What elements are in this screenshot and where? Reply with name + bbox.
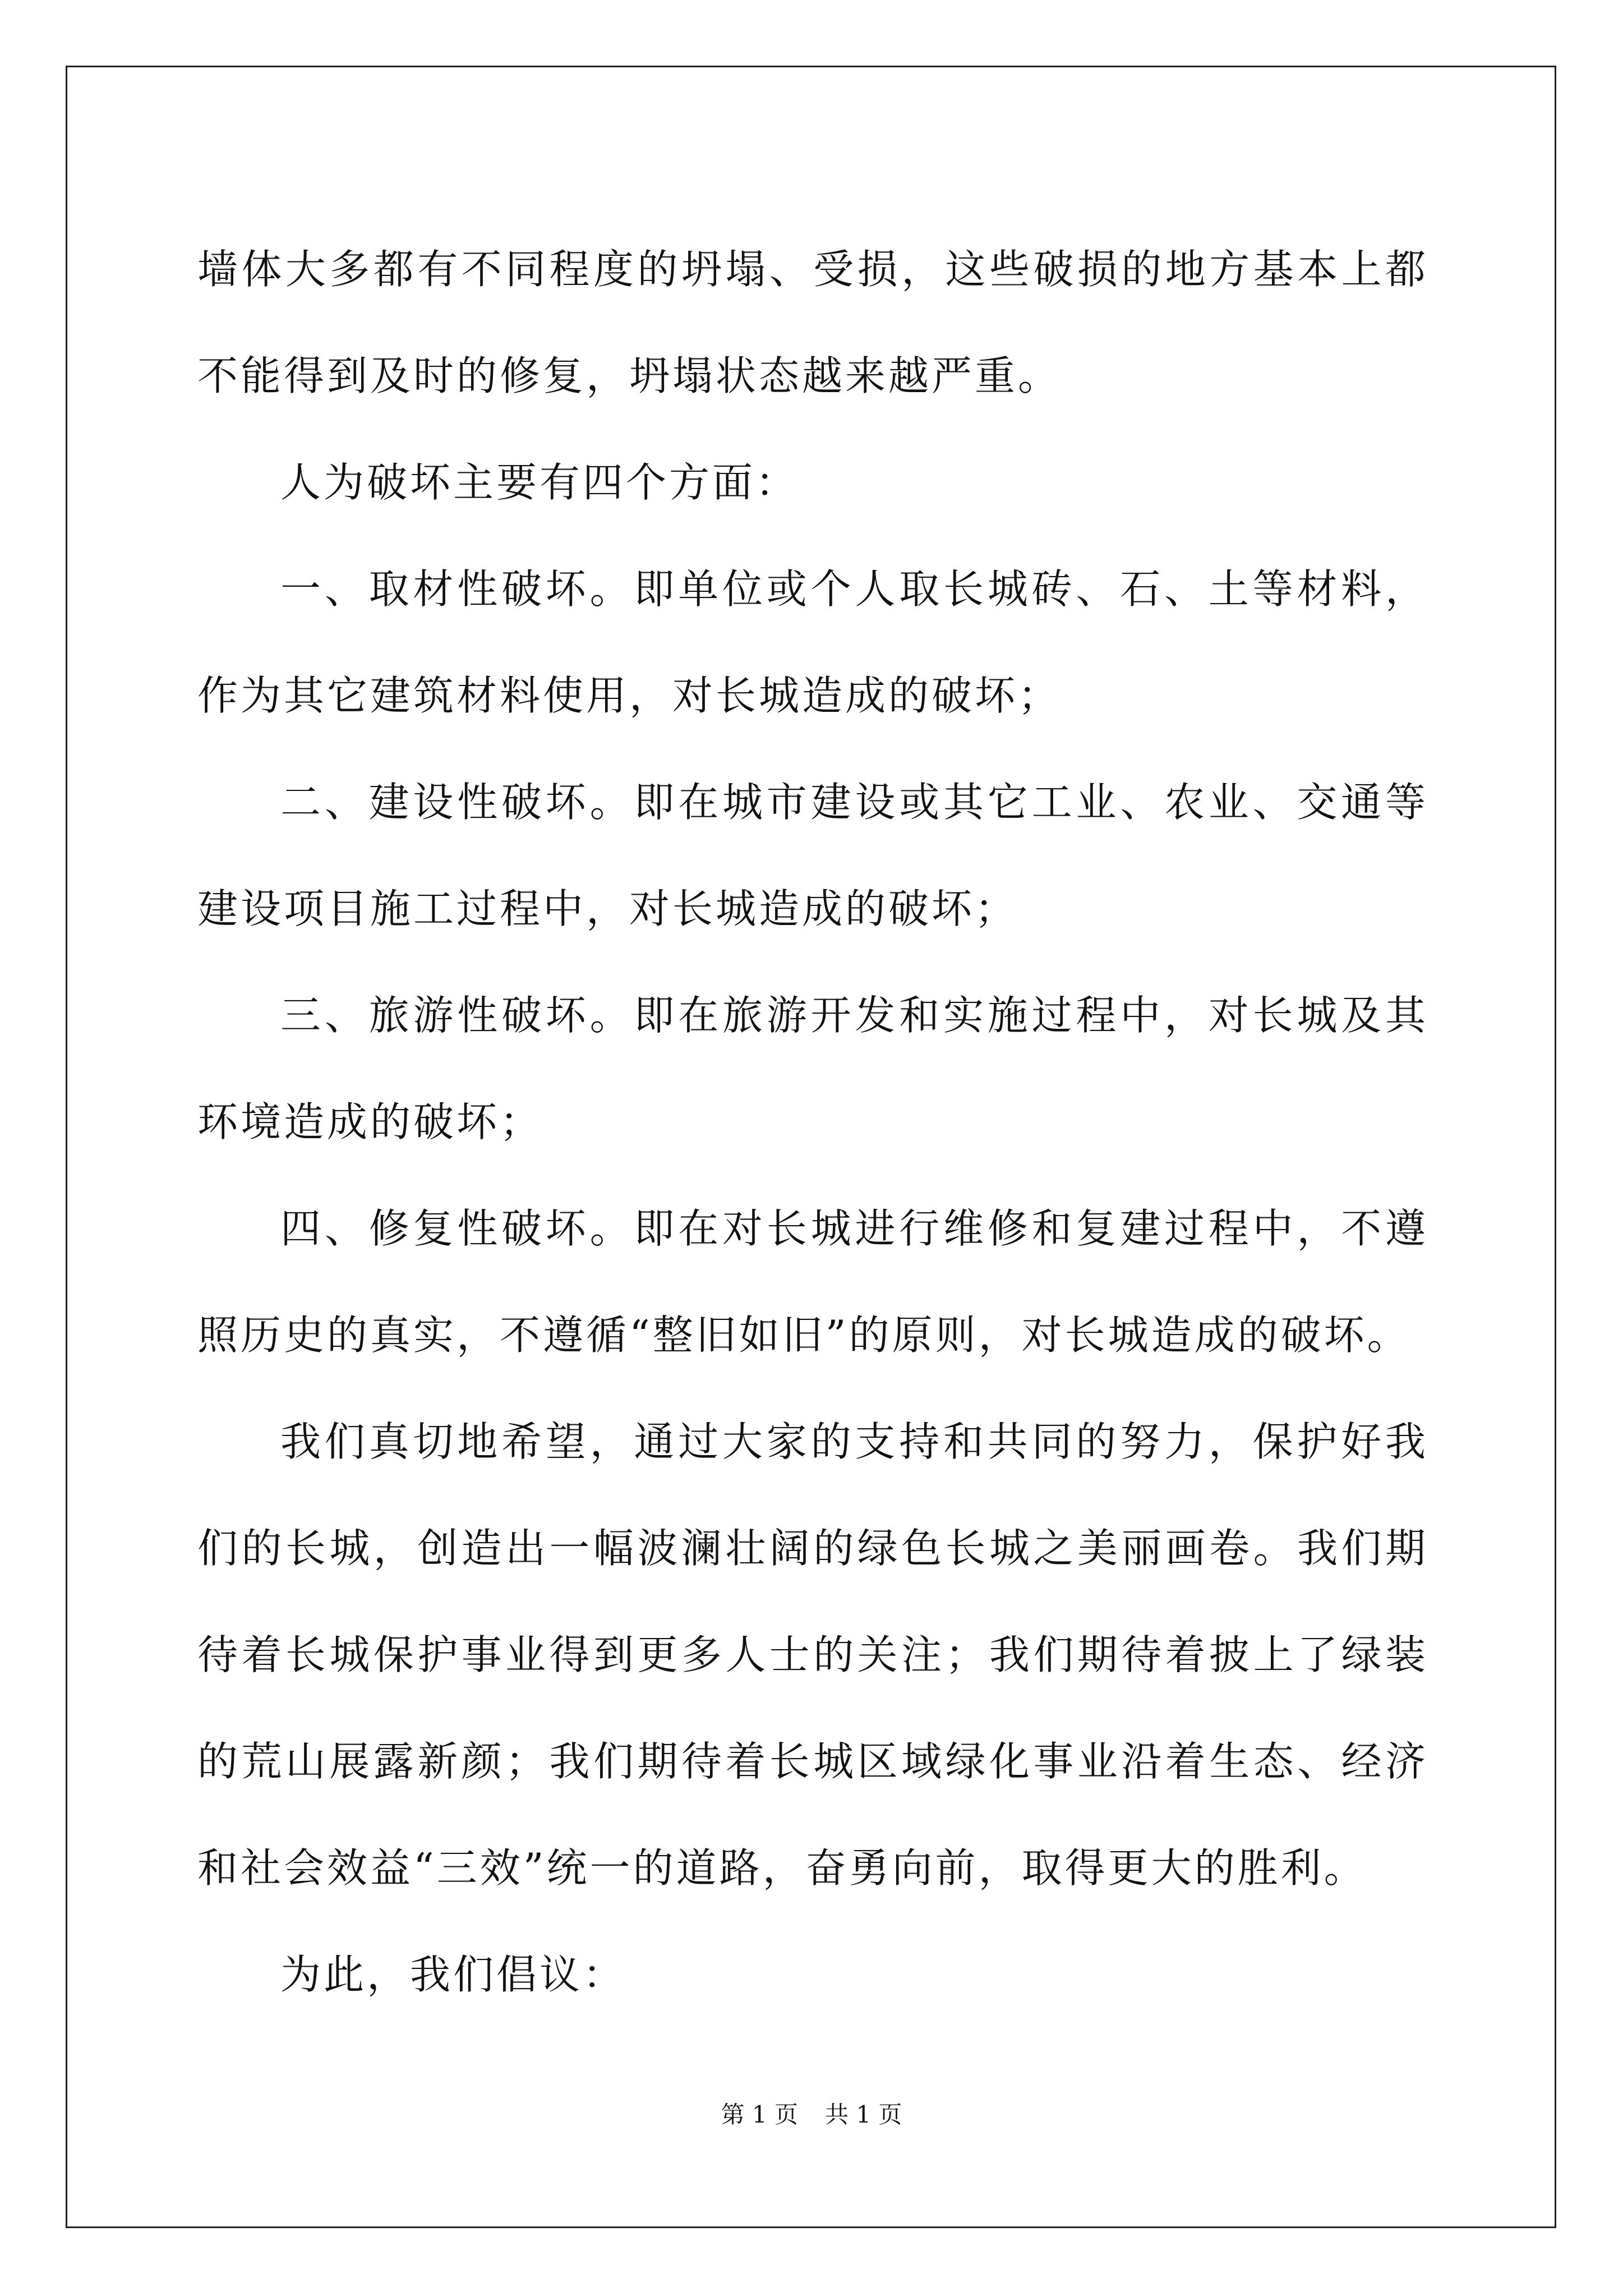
paragraph-7: 我们真切地希望，通过大家的支持和共同的努力，保护好我们的长城，创造出一幅波澜壮阔的绿色长城之美丽画卷。我们期待着长城保护事业得到更多人士的关注；我们期待着披上了绿装的荒山展露新颜；我们期待着长城区域绿化事业沿着生态、经济和社会效益“三效”统一的道路，奋勇向前，取得更大的胜利。	[197, 1418, 1428, 1892]
paragraph-3: 一、取材性破坏。即单位或个人取长城砖、石、土等材料，作为其它建筑材料使用，对长城造成的破坏；	[197, 565, 1428, 719]
paragraph-5: 三、旅游性破坏。即在旅游开发和实施过程中，对长城及其环境造成的破坏；	[197, 992, 1428, 1145]
page-footer	[0, 2098, 1623, 2132]
page-number-current: 第 1 页	[721, 2101, 798, 2128]
paragraph-4: 二、建设性破坏。即在城市建设或其它工业、农业、交通等建设项目施工过程中，对长城造成的破坏；	[197, 779, 1428, 932]
page-number-total: 共 1 页	[825, 2101, 902, 2128]
paragraph-2: 人为破坏主要有四个方面：	[280, 459, 799, 506]
paragraph-1: 墙体大多都有不同程度的坍塌、受损，这些破损的地方基本上都不能得到及时的修复，坍塌状态越来越严重。	[197, 246, 1428, 399]
document-body	[197, 216, 1428, 2028]
paragraph-8: 为此，我们倡议：	[280, 1951, 626, 1998]
paragraph-6: 四、修复性破坏。即在对长城进行维修和复建过程中，不遵照历史的真实，不遵循“整旧如旧”的原则，对长城造成的破坏。	[197, 1205, 1428, 1359]
